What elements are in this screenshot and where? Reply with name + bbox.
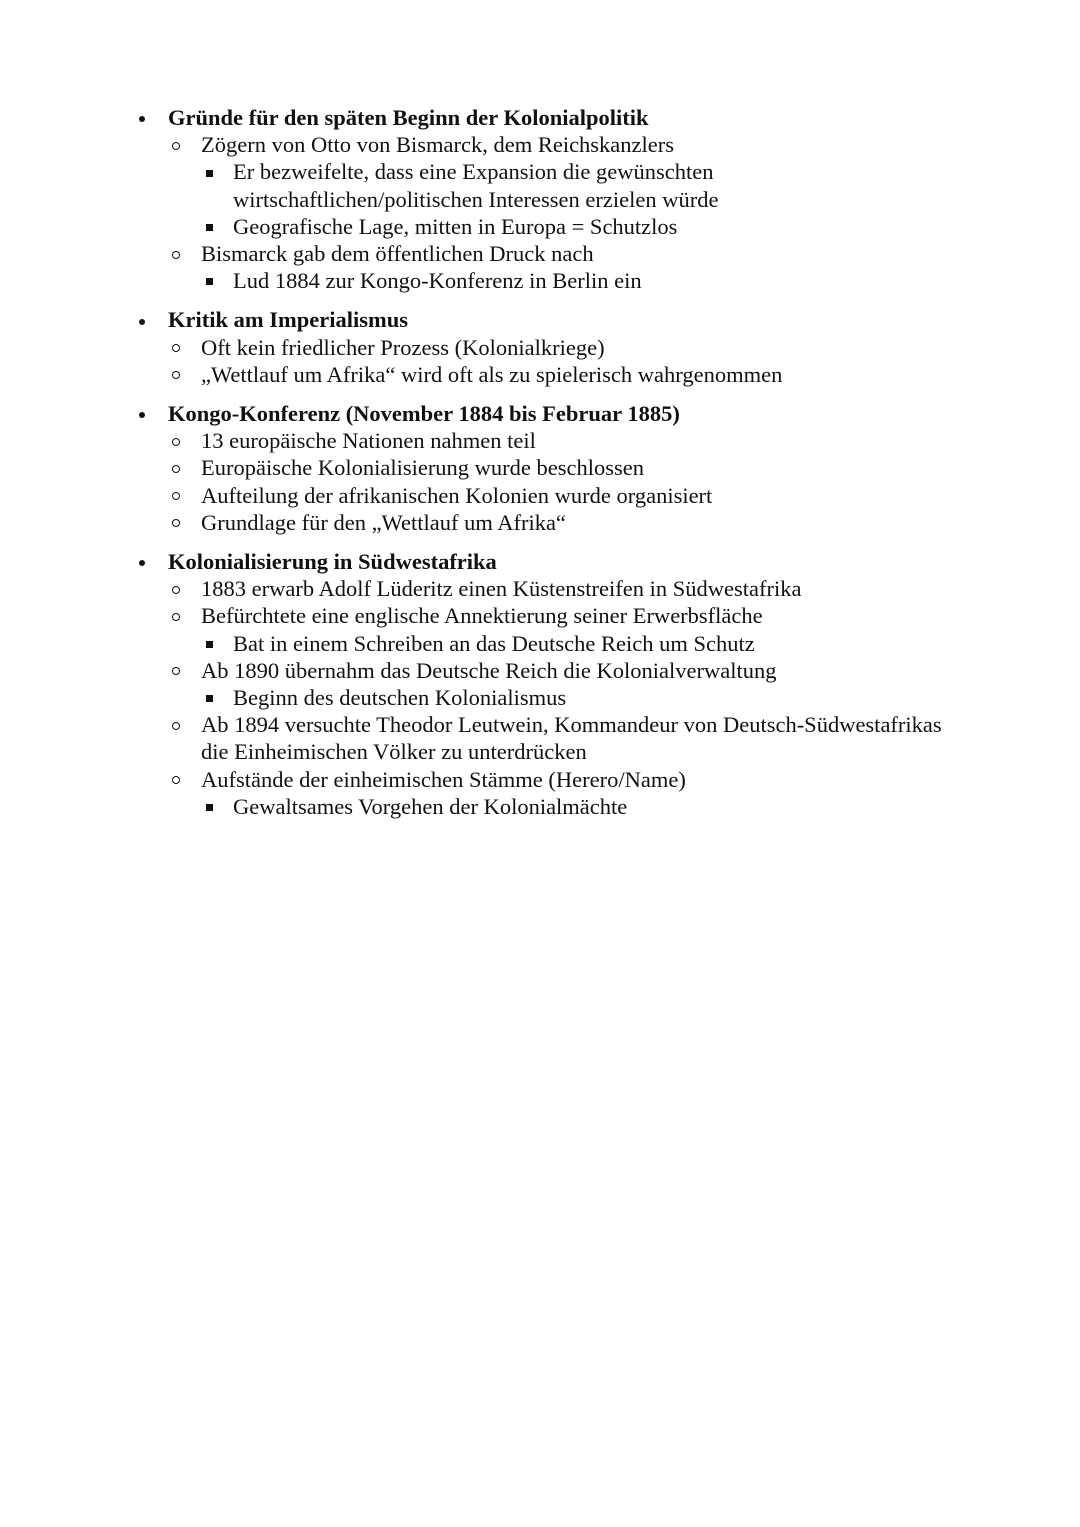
sub-sub-item — [0, 158, 1080, 185]
bullet-dot-icon — [132, 548, 152, 575]
item-text: Zögern von Otto von Bismarck, dem Reichskanzlers — [201, 132, 675, 158]
bullet-circle-icon — [166, 240, 186, 267]
bullet-square-icon — [199, 213, 219, 240]
bullet-square-icon — [199, 793, 219, 820]
bullet-circle-icon — [166, 711, 186, 738]
bullet-circle-icon — [166, 361, 186, 388]
sub-sub-item — [0, 213, 1080, 240]
sub-sub-item — [0, 684, 1080, 711]
section-heading: Gründe für den späten Beginn der Kolonialpolitik — [168, 105, 649, 130]
sub-item — [0, 738, 1080, 765]
outline-section — [0, 400, 1080, 536]
bullet-circle-icon — [166, 482, 186, 509]
item-text: 13 europäische Nationen nahmen teil — [201, 428, 536, 454]
bullet-circle-icon — [166, 766, 186, 793]
item-text: Aufstände der einheimischen Stämme (Herero/Name) — [201, 766, 686, 792]
bullet-square-icon — [199, 267, 219, 294]
sub-item — [0, 509, 1080, 536]
item-text: die Einheimischen Völker zu unterdrücken — [201, 739, 587, 765]
bullet-square-icon — [199, 630, 219, 657]
sub-item — [0, 766, 1080, 793]
bullet-circle-icon — [166, 657, 186, 684]
sub-sub-item — [0, 793, 1080, 820]
sub-sub-item — [0, 186, 1080, 213]
bullet-circle-icon — [166, 575, 186, 602]
item-text: wirtschaftlichen/politischen Interessen erzielen würde — [233, 186, 719, 212]
bullet-circle-icon — [166, 131, 186, 158]
sub-item — [0, 334, 1080, 361]
item-text: „Wettlauf um Afrika“ wird oft als zu spielerisch wahrgenommen — [201, 361, 783, 387]
item-text: Bismarck gab dem öffentlichen Druck nach — [201, 241, 594, 267]
item-text: 1883 erwarb Adolf Lüderitz einen Küstenstreifen in Südwestafrika — [201, 576, 802, 602]
section-heading-row — [0, 104, 1080, 131]
bullet-square-icon — [199, 684, 219, 711]
item-text: Ab 1894 versuchte Theodor Leutwein, Kommandeur von Deutsch-Südwestafrikas — [201, 712, 942, 738]
bullet-dot-icon — [132, 306, 152, 333]
sub-item — [0, 240, 1080, 267]
item-text: Gewaltsames Vorgehen der Kolonialmächte — [233, 793, 628, 819]
bullet-circle-icon — [166, 427, 186, 454]
bullet-circle-icon — [166, 334, 186, 361]
sub-item — [0, 427, 1080, 454]
item-text: Er bezweifelte, dass eine Expansion die gewünschten — [233, 159, 714, 185]
document-page — [0, 104, 1080, 832]
sub-item — [0, 575, 1080, 602]
sub-item — [0, 454, 1080, 481]
sub-item — [0, 657, 1080, 684]
item-text: Geografische Lage, mitten in Europa = Schutzlos — [233, 213, 678, 239]
outline-section — [0, 306, 1080, 388]
outline-section — [0, 104, 1080, 294]
sub-item — [0, 482, 1080, 509]
sub-item — [0, 361, 1080, 388]
item-text: Europäische Kolonialisierung wurde beschlossen — [201, 455, 645, 481]
item-text: Befürchtete eine englische Annektierung seiner Erwerbsfläche — [201, 603, 763, 629]
section-heading: Kolonialisierung in Südwestafrika — [168, 549, 497, 575]
sub-sub-item — [0, 267, 1080, 294]
sub-item — [0, 602, 1080, 629]
item-text: Aufteilung der afrikanischen Kolonien wurde organisiert — [201, 482, 713, 508]
item-text: Grundlage für den „Wettlauf um Afrika“ — [201, 509, 566, 535]
bullet-circle-icon — [166, 602, 186, 629]
sub-sub-item — [0, 630, 1080, 657]
item-text: Oft kein friedlicher Prozess (Kolonialkriege) — [201, 334, 605, 360]
section-heading: Kongo-Konferenz (November 1884 bis Februar 1885) — [168, 401, 680, 427]
section-heading: Kritik am Imperialismus — [168, 307, 408, 333]
item-text: Beginn des deutschen Kolonialismus — [233, 685, 567, 711]
bullet-dot-icon — [132, 400, 152, 427]
sub-item — [0, 131, 1080, 158]
bullet-circle-icon — [166, 454, 186, 481]
item-text: Ab 1890 übernahm das Deutsche Reich die Kolonialverwaltung — [201, 657, 777, 683]
section-heading-row — [0, 306, 1080, 333]
item-text: Bat in einem Schreiben an das Deutsche Reich um Schutz — [233, 630, 755, 656]
bullet-circle-icon — [166, 509, 186, 536]
section-heading-row — [0, 548, 1080, 575]
bullet-square-icon — [199, 158, 219, 185]
bullet-dot-icon — [132, 104, 152, 131]
outline-section — [0, 548, 1080, 820]
section-heading-row — [0, 400, 1080, 427]
sub-item — [0, 711, 1080, 738]
item-text: Lud 1884 zur Kongo-Konferenz in Berlin ein — [233, 268, 642, 294]
